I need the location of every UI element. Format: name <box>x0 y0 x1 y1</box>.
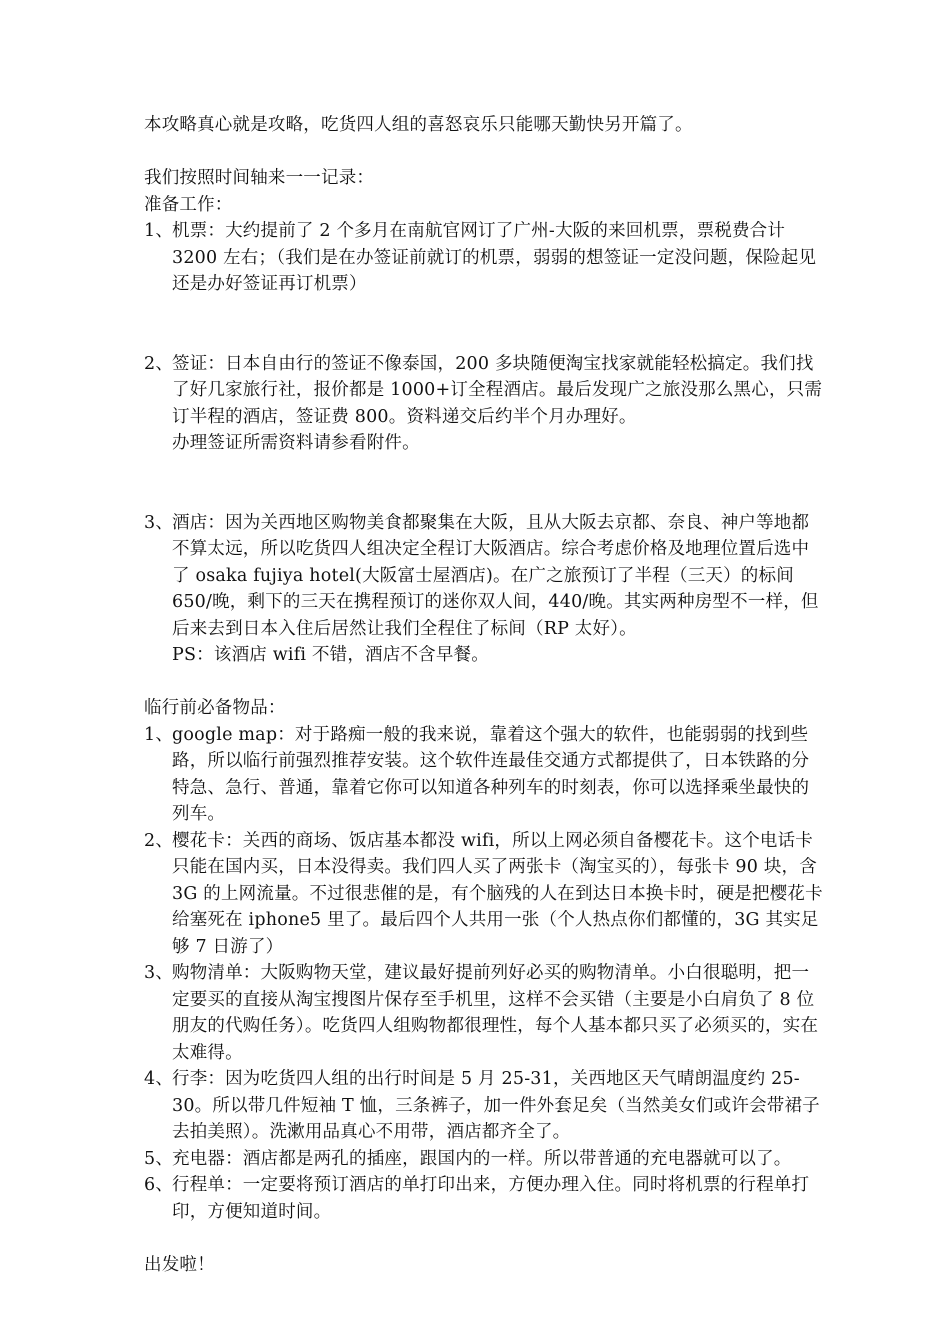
spacer <box>144 457 824 510</box>
timeline-heading: 我们按照时间轴来一一记录： <box>144 168 375 188</box>
list-number: 3、 <box>144 963 174 983</box>
must-item-itinerary <box>144 1172 824 1225</box>
list-item-note: PS：该酒店 wifi 不错，酒店不含早餐。 <box>172 645 489 665</box>
list-number: 2、 <box>144 353 174 374</box>
must-items-list <box>144 722 824 1226</box>
intro-paragraph: 本攻略真心就是攻略，吃货四人组的喜怒哀乐只能哪天勤快另开篇了。 <box>144 115 693 135</box>
prep-heading: 准备工作： <box>144 194 233 215</box>
list-number: 6、 <box>144 1175 174 1195</box>
must-item-charger <box>144 1146 824 1173</box>
must-item-sim-card <box>144 828 824 961</box>
must-item-google-map <box>144 722 824 828</box>
departure-line: 出发啦！ <box>144 1254 215 1275</box>
spacer <box>144 1225 824 1252</box>
list-number: 4、 <box>144 1069 174 1089</box>
document-page <box>144 112 824 1278</box>
list-number: 5、 <box>144 1148 174 1169</box>
list-item-text: 充电器：酒店都是两孔的插座，跟国内的一样。所以带普通的充电器就可以了。 <box>172 1148 792 1169</box>
list-item-text: 签证：日本自由行的签证不像泰国，200 多块随便淘宝找家就能轻松搞定。我们找了好几家旅行社，报价都是 1000+订全程酒店。最后发现广之旅没那么黑心，只需订半程的酒店，签证费 800。资料递交后约半个月办理好。 <box>172 353 823 427</box>
list-item-text: 行李：因为吃货四人组的出行时间是 5 月 25-31，关西地区天气晴朗温度约 25-30。所以带几件短袖 T 恤，三条裤子，加一件外套足矣（当然美女们或许会带裙子去拍美照）。洗漱用品真心不用带，酒店都齐全了。 <box>172 1069 820 1142</box>
list-item-text: 购物清单：大阪购物天堂，建议最好提前列好必买的购物清单。小白很聪明，把一定要买的直接从淘宝搜图片保存至手机里，这样不会买错（主要是小白肩负了 8 位朋友的代购任务）。吃货四人组购物都很理性，每个人基本都只买了必须买的，实在太难得。 <box>172 963 819 1063</box>
prep-item-ticket <box>144 218 824 298</box>
list-number: 3、 <box>144 512 174 533</box>
spacer <box>144 139 824 166</box>
prep-list <box>144 218 824 669</box>
list-item-text: 行程单：一定要将预订酒店的单打印出来，方便办理入住。同时将机票的行程单打印，方便知道时间。 <box>172 1175 810 1222</box>
list-item-text: 樱花卡：关西的商场、饭店基本都没 wifi，所以上网必须自备樱花卡。这个电话卡只能在国内买，日本没得卖。我们四人买了两张卡（淘宝买的），每张卡 90 块，含 3G 的上网流量。不过很悲催的是，有个脑残的人在到达日本换卡时，硬是把樱花卡给塞死在 iphone5 里了。最后四个人共用一张（个人热点你们都懂的，3G 其实足够 7 日游了） <box>172 830 823 957</box>
list-item-text: 酒店：因为关西地区购物美食都聚集在大阪，且从大阪去京都、奈良、神户等地都不算太远，所以吃货四人组决定全程订大阪酒店。综合考虑价格及地理位置后选中了 osaka fujiya hotel(大阪富士屋酒店)。在广之旅预订了半程（三天）的标间 650/晚，剩下的三天在携程预订的迷你双人间，440/晚。其实两种房型不一样，但后来去到日本入住后居然让我们全程住了标间（RP 太好）。 <box>172 512 819 639</box>
list-item-text: google map：对于路痴一般的我来说，靠着这个强大的软件，也能弱弱的找到些路，所以临行前强烈推荐安装。这个软件连最佳交通方式都提供了，日本铁路的分特急、急行、普通，靠着它你可以知道各种列车的时刻表，你可以选择乘坐最快的列车。 <box>172 724 810 824</box>
prep-item-hotel <box>144 510 824 669</box>
must-item-shopping-list <box>144 960 824 1066</box>
list-item-note: 办理签证所需资料请参看附件。 <box>172 433 420 453</box>
list-item-text: 机票：大约提前了 2 个多月在南航官网订了广州-大阪的来回机票，票税费合计 3200 左右；（我们是在办签证前就订的机票，弱弱的想签证一定没问题，保险起见还是办好签证再订机票） <box>172 221 817 294</box>
spacer <box>144 669 824 696</box>
spacer <box>144 298 824 351</box>
must-item-luggage <box>144 1066 824 1146</box>
list-number: 1、 <box>144 221 174 241</box>
list-number: 2、 <box>144 830 174 851</box>
list-number: 1、 <box>144 724 174 745</box>
prep-item-visa <box>144 351 824 457</box>
items-heading: 临行前必备物品： <box>144 698 286 718</box>
